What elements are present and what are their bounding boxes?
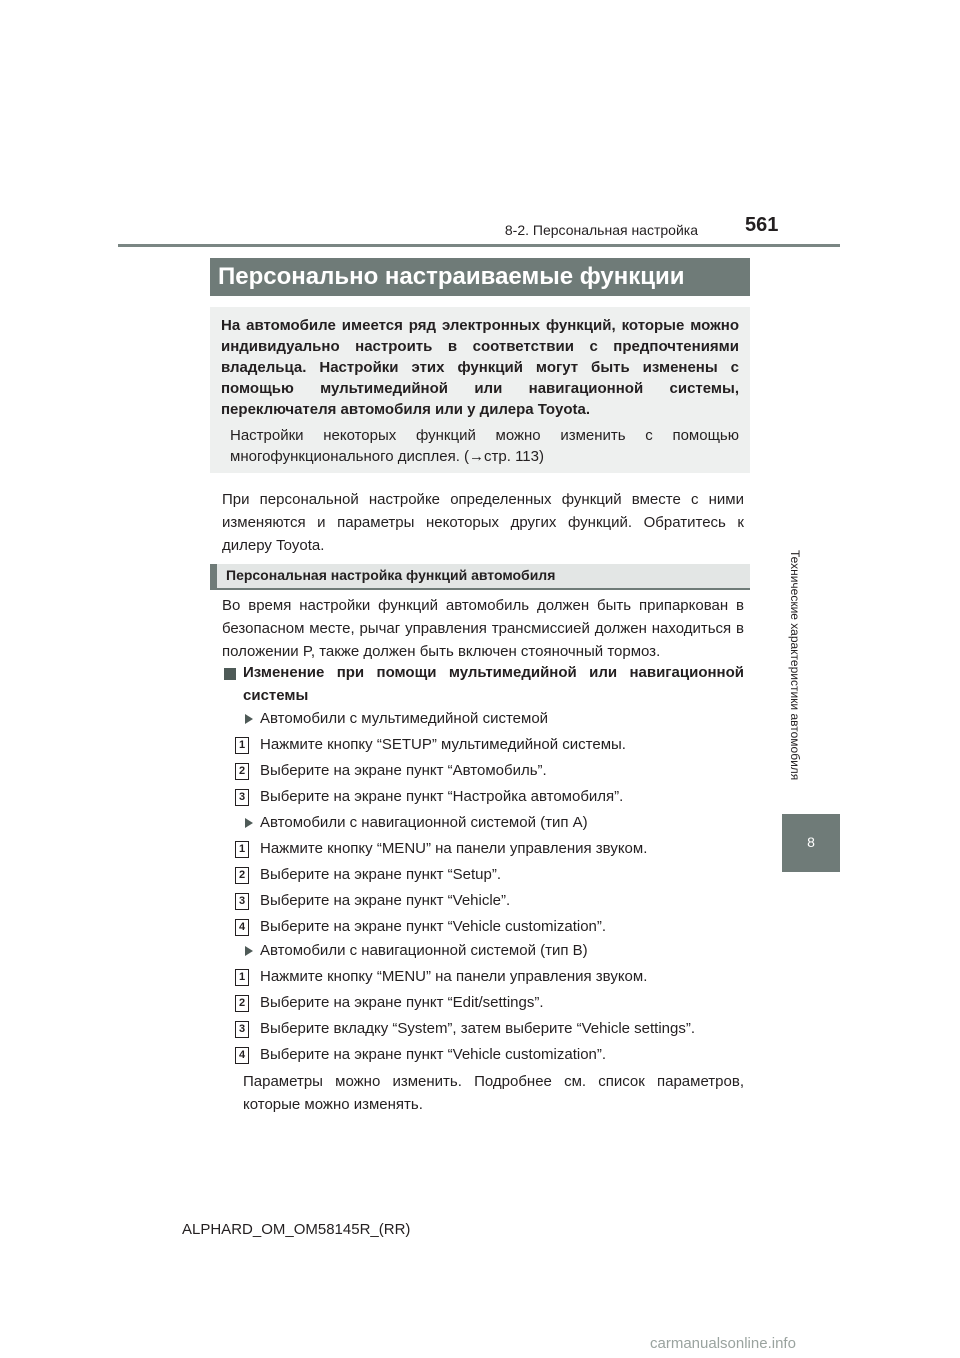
step-number-icon: 1 <box>235 841 249 858</box>
step-number-icon: 2 <box>235 867 249 884</box>
step-text: Выберите на экране пункт “Vehicle customization”. <box>260 1046 607 1063</box>
watermark: carmanualsonline.info <box>650 1335 796 1352</box>
step-number-icon: 2 <box>235 995 249 1012</box>
intro-box <box>210 307 750 473</box>
step-text: Выберите на экране пункт “Vehicle customization”. <box>260 918 607 935</box>
chapter-tab[interactable] <box>782 814 840 872</box>
intro-note: Настройки некоторых функций можно изменить с помощью многофункционального дисплея. (→стр. 113) <box>230 427 739 465</box>
step-text: Выберите на экране пункт “Edit/settings”. <box>260 994 544 1011</box>
step-number-icon: 4 <box>235 919 249 936</box>
step-number-icon: 3 <box>235 789 249 806</box>
closing-paragraph: Параметры можно изменить. Подробнее см. список параметров, которые можно изменять. <box>243 1073 744 1113</box>
paragraph-general: При персональной настройке определенных функций вместе с ними изменяются и параметры некоторых других функций. Обратитесь к дилеру Toyota. <box>222 491 744 554</box>
step-text: Выберите на экране пункт “Автомобиль”. <box>260 762 547 779</box>
step-number-icon: 1 <box>235 969 249 986</box>
triangle-bullet-icon <box>245 818 253 828</box>
step-text: Нажмите кнопку “SETUP” мультимедийной системы. <box>260 736 626 753</box>
page-number: 561 <box>745 214 779 236</box>
side-tab-title: Технические характеристики автомобиля <box>788 550 802 781</box>
page-title-bar <box>210 258 750 296</box>
intro-bold-text: На автомобиле имеется ряд электронных функций, которые можно индивидуально настроить в соответствии с предпочтениями владельца. Настройки этих функций могут быть изменены с помощью мультимедийной или навигационной системы, переключателя автомобиля или у дилера Toyota. <box>221 317 739 418</box>
step-number-icon: 2 <box>235 763 249 780</box>
footer-document-code: ALPHARD_OM_OM58145R_(RR) <box>182 1221 411 1238</box>
header-divider <box>118 244 840 247</box>
step-text: Выберите вкладку “System”, затем выберите “Vehicle settings”. <box>260 1020 696 1037</box>
step-text: Выберите на экране пункт “Настройка автомобиля”. <box>260 788 624 805</box>
step-number-icon: 3 <box>235 893 249 910</box>
step-number-icon: 4 <box>235 1047 249 1064</box>
chapter-number: 8 <box>807 834 815 850</box>
step-text: Выберите на экране пункт “Vehicle”. <box>260 892 511 909</box>
group-label: Автомобили с мультимедийной системой <box>260 710 549 727</box>
step-number-icon: 3 <box>235 1021 249 1038</box>
heading-bullet-icon <box>224 668 236 680</box>
method-heading: Изменение при помощи мультимедийной или навигационной системы <box>243 664 744 704</box>
step-text: Выберите на экране пункт “Setup”. <box>260 866 502 883</box>
subsection-header <box>210 564 750 590</box>
paragraph-safety: Во время настройки функций автомобиль должен быть припаркован в безопасном месте, рычаг управления трансмиссией должен находиться в положении P, также должен быть включен стояночный тормоз. <box>222 597 744 660</box>
step-text: Нажмите кнопку “MENU” на панели управления звуком. <box>260 968 648 985</box>
triangle-bullet-icon <box>245 714 253 724</box>
step-number-icon: 1 <box>235 737 249 754</box>
subsection-title: Персональная настройка функций автомобиля <box>226 567 556 583</box>
triangle-bullet-icon <box>245 946 253 956</box>
page-title: Персонально настраиваемые функции <box>218 263 685 290</box>
section-reference: 8-2. Персональная настройка <box>504 222 698 238</box>
group-label: Автомобили с навигационной системой (тип A) <box>260 814 588 831</box>
group-label: Автомобили с навигационной системой (тип B) <box>260 942 588 959</box>
subsection-marker <box>210 564 217 588</box>
step-text: Нажмите кнопку “MENU” на панели управления звуком. <box>260 840 648 857</box>
